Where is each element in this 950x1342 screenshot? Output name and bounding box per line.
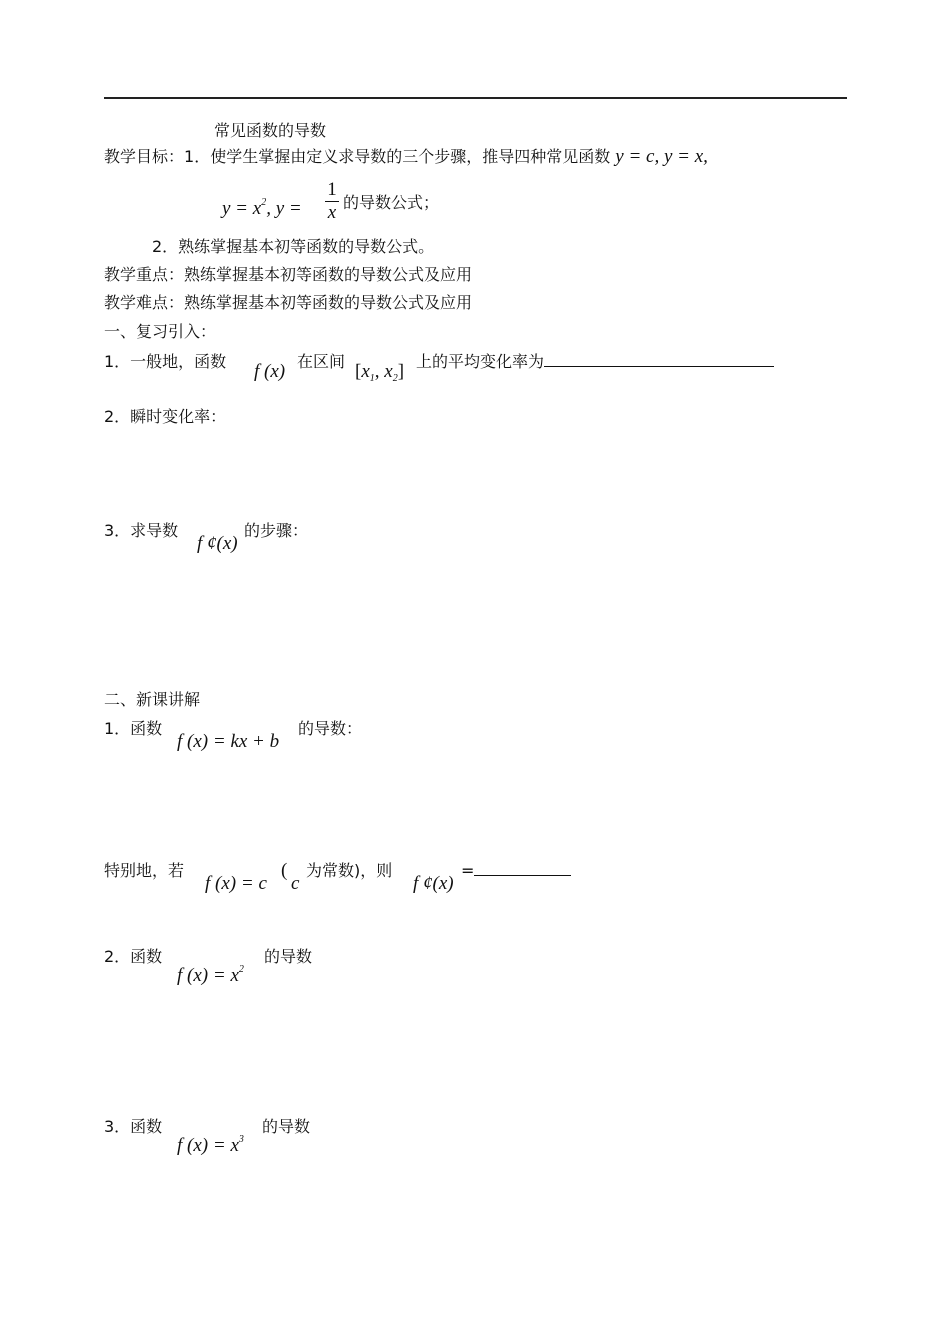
q1-suffix-line	[416, 352, 774, 372]
lesson-item-3: 3．函数	[104, 1117, 163, 1136]
special-deriv: f ¢(x)	[413, 873, 454, 894]
review-question-3: 3．求导数	[104, 521, 179, 540]
q1-suffix: 上的平均变化率为	[416, 352, 545, 371]
bracket-open: [	[355, 361, 362, 382]
p2-suffix: 的导数	[264, 947, 313, 966]
special-note: 为常数)，则	[306, 861, 393, 880]
answer-blank-2[interactable]	[474, 861, 571, 876]
q3-math: f ¢(x)	[197, 533, 238, 554]
p3-suffix: 的导数	[262, 1117, 311, 1136]
equals-sign: =	[461, 861, 475, 880]
header-rule	[104, 97, 847, 99]
p2-superscript: 2	[238, 964, 244, 975]
superscript: 2	[261, 197, 267, 208]
math-y-x: y = x	[222, 198, 262, 219]
key-point: 教学重点：熟练掌握基本初等函数的导数公式及应用	[104, 265, 473, 284]
objectives-label: 教学目标：	[104, 147, 185, 166]
objective-2: 2．熟练掌握基本初等函数的导数公式。	[152, 237, 435, 256]
fraction-1-over-x	[325, 180, 339, 223]
special-c: c	[291, 873, 300, 894]
review-question-2: 2．瞬时变化率：	[104, 407, 227, 426]
p3-math	[177, 1130, 244, 1156]
p1-suffix: 的导数：	[298, 719, 363, 738]
lesson-item-2: 2．函数	[104, 947, 163, 966]
objectives-line-2	[222, 193, 302, 219]
lesson-item-1: 1．函数	[104, 719, 163, 738]
objective-1-suffix: 的导数公式；	[343, 193, 440, 212]
comma: ,	[374, 361, 385, 382]
special-paren: (	[281, 860, 288, 881]
special-answer	[461, 861, 571, 881]
special-math: f (x) = c	[205, 873, 267, 894]
q1-math-f: f (x)	[254, 361, 286, 382]
x1: x	[361, 361, 370, 382]
review-question-1	[104, 352, 226, 372]
p2-math	[177, 960, 244, 986]
fraction-denominator: x	[327, 202, 337, 223]
section-2-heading: 二、新课讲解	[104, 690, 201, 709]
objective-1-math: y = c, y = x,	[615, 146, 708, 167]
objective-1-text: 1．使学生掌握由定义求导数的三个步骤，推导四种常见函数	[184, 147, 611, 166]
q1-prefix: 1．一般地，函数	[104, 352, 227, 371]
q1-interval	[355, 362, 404, 389]
p3-superscript: 3	[238, 1134, 244, 1145]
fraction-numerator: 1	[327, 179, 337, 200]
section-1-heading: 一、复习引入：	[104, 322, 217, 341]
x1-subscript: 1	[369, 373, 375, 384]
x2-subscript: 2	[392, 373, 398, 384]
objectives-line-1	[104, 147, 708, 167]
p3-expression: f (x) = x	[177, 1135, 239, 1156]
math-y-eq: , y =	[266, 198, 302, 219]
q3-suffix: 的步骤：	[244, 521, 309, 540]
difficult-point: 教学难点：熟练掌握基本初等函数的导数公式及应用	[104, 293, 473, 312]
q1-mid: 在区间	[297, 352, 346, 371]
special-case-prefix: 特别地，若	[104, 861, 185, 880]
answer-blank-1[interactable]	[544, 352, 774, 367]
page-title: 常见函数的导数	[214, 121, 327, 140]
x2: x	[384, 361, 393, 382]
p2-expression: f (x) = x	[177, 965, 239, 986]
p1-math: f (x) = kx + b	[177, 731, 280, 752]
bracket-close: ]	[397, 361, 405, 382]
